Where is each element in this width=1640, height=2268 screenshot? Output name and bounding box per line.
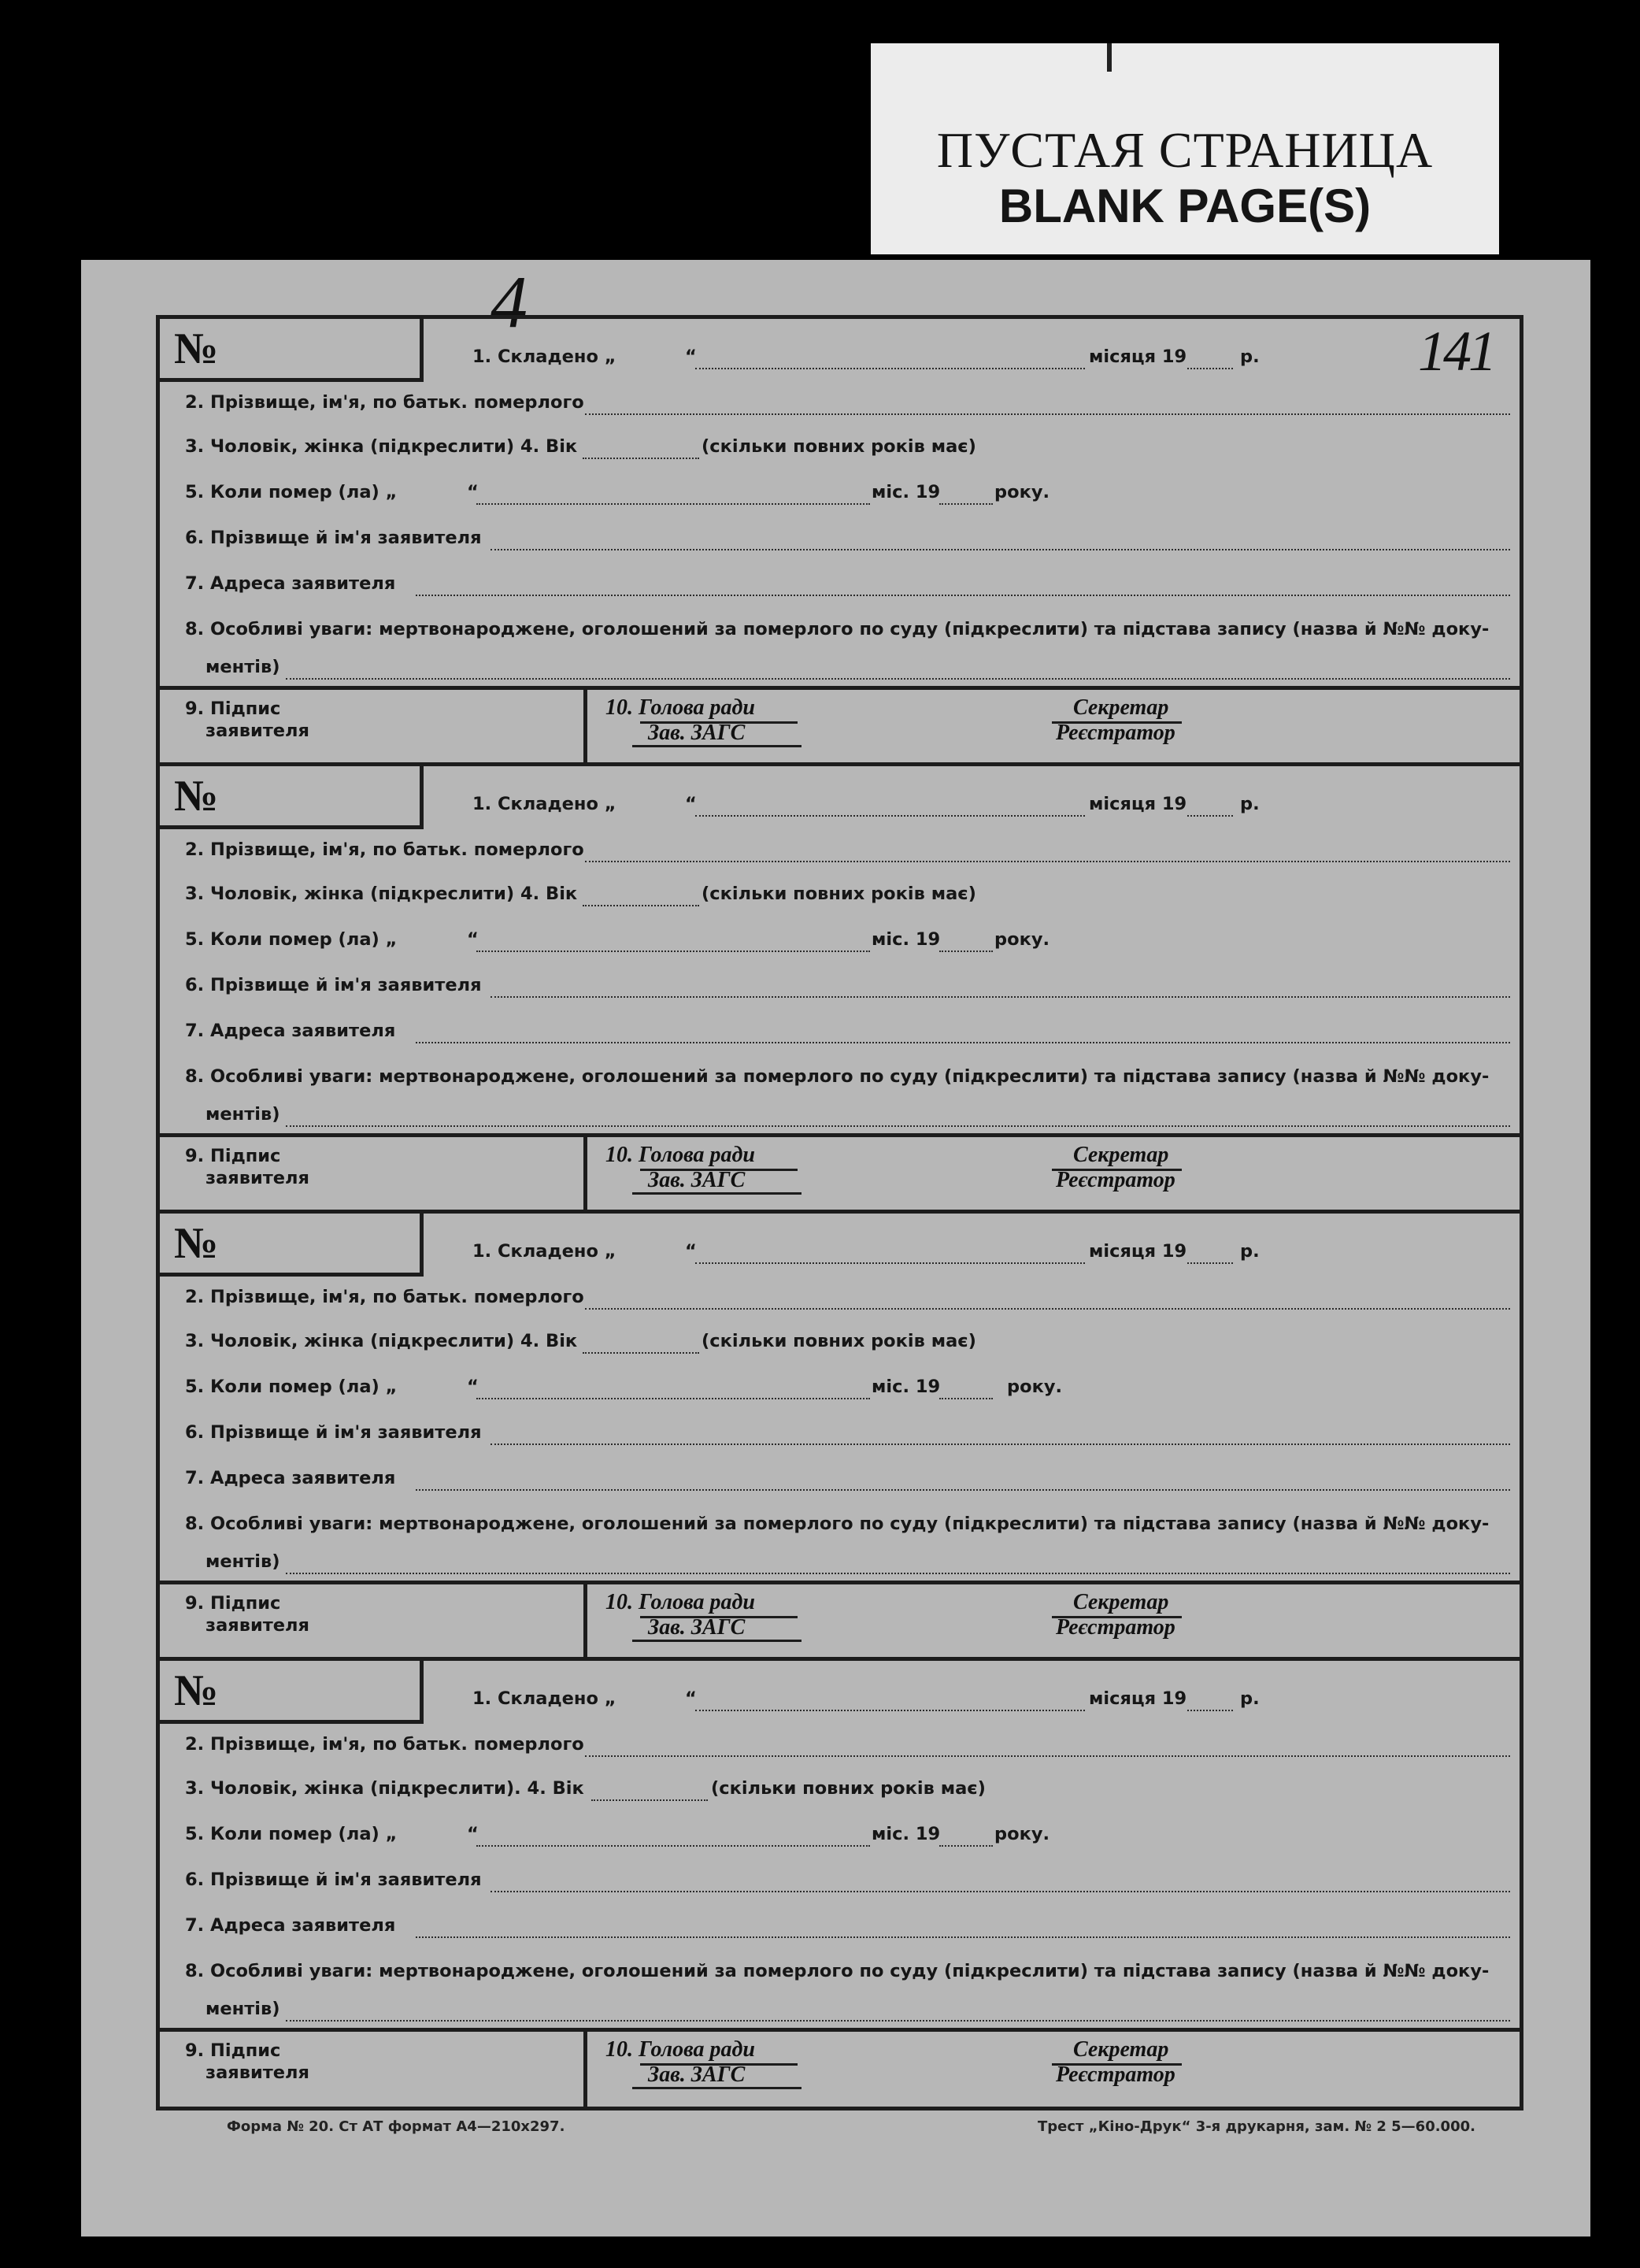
- council-head-label: 10. Голова ради: [605, 695, 755, 720]
- death-date-label: 5. Коли помер (ла) „: [185, 1377, 398, 1397]
- signature-row: [160, 686, 1520, 766]
- applicant-signature-label: 9. Підпис: [185, 2040, 281, 2061]
- notes-label: 8. Особливі уваги: мертвонароджене, оголошений за померлого по суду (підкреслити) та підстава запису (назва й №№ доку-: [185, 619, 1490, 639]
- applicant-signature-label: 9. Підпис: [185, 1146, 281, 1166]
- civil-registry-head-label: Зав. ЗАГС: [648, 1615, 746, 1640]
- applicant-address-label: 7. Адреса заявителя: [185, 1915, 396, 1936]
- surname-field: [585, 1308, 1510, 1310]
- death-date-label: 5. Коли помер (ла) „: [185, 1824, 398, 1844]
- age-note: (скільки повних років має): [702, 884, 976, 904]
- quote-mark: “: [685, 794, 697, 814]
- signature-row: [160, 1133, 1520, 1214]
- applicant-name-label: 6. Прізвище й ім'я заявителя: [185, 528, 482, 548]
- age-field: [591, 1799, 708, 1801]
- death-day-field: [476, 503, 870, 505]
- death-month-label: міс. 19: [872, 1377, 941, 1397]
- surname-field: [585, 413, 1510, 415]
- signature-row: [160, 1581, 1520, 1661]
- applicant-address-field: [416, 1936, 1510, 1938]
- quote-mark: “: [685, 1241, 697, 1262]
- applicant-name-label: 6. Прізвище й ім'я заявителя: [185, 1422, 482, 1443]
- quote-mark: “: [467, 482, 479, 502]
- blank-page-label: [871, 43, 1499, 254]
- month-label: місяця 19: [1089, 1241, 1187, 1262]
- civil-registry-head-label: Зав. ЗАГС: [648, 2062, 746, 2087]
- form-frame: [156, 315, 1523, 2110]
- surname-label: 2. Прізвище, ім'я, по батьк. померлого: [185, 392, 584, 413]
- year-suffix: р.: [1240, 1241, 1260, 1262]
- quote-mark: “: [467, 1377, 479, 1397]
- notes-label: 8. Особливі уваги: мертвонароджене, оголошений за померлого по суду (підкреслити) та підстава запису (назва й №№ доку-: [185, 1961, 1490, 1981]
- label-clip: [1107, 43, 1112, 72]
- notes-field: [286, 678, 1510, 680]
- death-record-block: [160, 766, 1520, 1214]
- month-label: місяця 19: [1089, 1688, 1187, 1709]
- notes-field: [286, 2020, 1510, 2022]
- page-number: 141: [1418, 320, 1494, 383]
- applicant-address-label: 7. Адреса заявителя: [185, 573, 396, 594]
- death-day-field: [476, 1845, 870, 1847]
- secretary-label: Секретар: [1073, 2037, 1169, 2062]
- quote-mark: “: [467, 929, 479, 950]
- record-number-box: [160, 766, 424, 829]
- registry-head-underline: [632, 1192, 801, 1195]
- applicant-address-field: [416, 1042, 1510, 1043]
- registrar-label: Реєстратор: [1056, 1168, 1175, 1192]
- month-label: місяця 19: [1089, 794, 1187, 814]
- death-day-field: [476, 1398, 870, 1399]
- applicant-address-field: [416, 595, 1510, 596]
- surname-field: [585, 1755, 1510, 1757]
- applicant-signature-label: 9. Підпис: [185, 699, 281, 719]
- death-record-block: [160, 1661, 1520, 2108]
- notes-cont-label: ментів): [205, 657, 280, 677]
- surname-label: 2. Прізвище, ім'я, по батьк. померлого: [185, 1287, 584, 1307]
- notes-label: 8. Особливі уваги: мертвонароджене, оголошений за померлого по суду (підкреслити) та підстава запису (назва й №№ доку-: [185, 1514, 1490, 1534]
- age-note: (скільки повних років має): [702, 436, 976, 457]
- applicant-name-label: 6. Прізвище й ім'я заявителя: [185, 975, 482, 995]
- surname-label: 2. Прізвище, ім'я, по батьк. померлого: [185, 1734, 584, 1755]
- year-suffix: р.: [1240, 1688, 1260, 1709]
- death-year-label: року.: [994, 1824, 1050, 1844]
- signature-divider: [583, 2032, 587, 2108]
- composed-label: 1. Складено „: [472, 346, 616, 367]
- council-head-label: 10. Голова ради: [605, 2037, 755, 2062]
- notes-cont-label: ментів): [205, 1551, 280, 1572]
- label-english: BLANK PAGE(S): [998, 180, 1372, 232]
- year-suffix: р.: [1240, 346, 1260, 367]
- gender-age-label: 3. Чоловік, жінка (підкреслити) 4. Вік: [185, 1331, 578, 1351]
- composed-label: 1. Складено „: [472, 1688, 616, 1709]
- applicant-signature-label: 9. Підпис: [185, 1593, 281, 1614]
- death-year-label: року.: [994, 929, 1050, 950]
- age-field: [583, 458, 699, 459]
- number-sign: №: [174, 1219, 219, 1268]
- applicant-signature-label-2: заявителя: [205, 721, 309, 741]
- quote-mark: “: [685, 1688, 697, 1709]
- applicant-signature-label-2: заявителя: [205, 1615, 309, 1636]
- quote-mark: “: [467, 1824, 479, 1844]
- applicant-name-field: [491, 1891, 1510, 1892]
- signature-divider: [583, 1584, 587, 1661]
- death-year-field: [939, 1398, 993, 1399]
- signature-divider: [583, 690, 587, 766]
- applicant-name-field: [491, 549, 1510, 550]
- composed-label: 1. Складено „: [472, 1241, 616, 1262]
- composed-year-field: [1187, 815, 1233, 817]
- death-month-label: міс. 19: [872, 482, 941, 502]
- number-sign: №: [174, 1666, 219, 1715]
- applicant-name-label: 6. Прізвище й ім'я заявителя: [185, 1870, 482, 1890]
- composed-year-field: [1187, 1710, 1233, 1711]
- composed-day-field: [695, 1710, 1085, 1711]
- signature-row: [160, 2028, 1520, 2108]
- death-year-field: [939, 503, 993, 505]
- secretary-label: Секретар: [1073, 1590, 1169, 1614]
- composed-year-field: [1187, 368, 1233, 369]
- age-note: (скільки повних років має): [711, 1778, 986, 1799]
- death-year-label: року.: [994, 482, 1050, 502]
- applicant-address-field: [416, 1489, 1510, 1491]
- civil-registry-head-label: Зав. ЗАГС: [648, 1168, 746, 1192]
- registry-head-underline: [632, 1640, 801, 1642]
- death-year-field: [939, 1845, 993, 1847]
- registry-head-underline: [632, 745, 801, 747]
- quote-mark: “: [685, 346, 697, 367]
- record-number-box: [160, 319, 424, 382]
- composed-day-field: [695, 1262, 1085, 1264]
- notes-field: [286, 1573, 1510, 1574]
- gender-age-label: 3. Чоловік, жінка (підкреслити) 4. Вік: [185, 884, 578, 904]
- form-footer-right: Трест „Кіно-Друк“ 3-я друкарня, зам. № 2 5—60.000.: [1038, 2118, 1475, 2135]
- notes-label: 8. Особливі уваги: мертвонароджене, оголошений за померлого по суду (підкреслити) та підстава запису (назва й №№ доку-: [185, 1066, 1490, 1087]
- surname-label: 2. Прізвище, ім'я, по батьк. померлого: [185, 839, 584, 860]
- surname-field: [585, 861, 1510, 862]
- form-footer-left: Форма № 20. Ст АТ формат А4—210х297.: [227, 2118, 565, 2135]
- applicant-signature-label-2: заявителя: [205, 1168, 309, 1188]
- registry-head-underline: [632, 2087, 801, 2089]
- composed-day-field: [695, 815, 1085, 817]
- gender-age-label: 3. Чоловік, жінка (підкреслити). 4. Вік: [185, 1778, 584, 1799]
- age-field: [583, 1352, 699, 1354]
- label-russian: ПУСТАЯ СТРАНИЦА: [936, 122, 1434, 178]
- registrar-label: Реєстратор: [1056, 1615, 1175, 1640]
- council-head-label: 10. Голова ради: [605, 1590, 755, 1614]
- council-head-label: 10. Голова ради: [605, 1143, 755, 1167]
- death-record-block: [160, 319, 1520, 766]
- signature-divider: [583, 1137, 587, 1214]
- applicant-address-label: 7. Адреса заявителя: [185, 1021, 396, 1041]
- composed-year-field: [1187, 1262, 1233, 1264]
- notes-field: [286, 1125, 1510, 1127]
- death-date-label: 5. Коли помер (ла) „: [185, 929, 398, 950]
- year-suffix: р.: [1240, 794, 1260, 814]
- death-date-label: 5. Коли помер (ла) „: [185, 482, 398, 502]
- death-month-label: міс. 19: [872, 1824, 941, 1844]
- secretary-label: Секретар: [1073, 1143, 1169, 1167]
- civil-registry-head-label: Зав. ЗАГС: [648, 721, 746, 745]
- applicant-signature-label-2: заявителя: [205, 2062, 309, 2083]
- gender-age-label: 3. Чоловік, жінка (підкреслити) 4. Вік: [185, 436, 578, 457]
- applicant-address-label: 7. Адреса заявителя: [185, 1468, 396, 1488]
- sheet-number: 4: [491, 261, 528, 343]
- death-record-block: [160, 1214, 1520, 1661]
- record-number-box: [160, 1661, 424, 1724]
- applicant-name-field: [491, 1443, 1510, 1445]
- number-sign: №: [174, 772, 219, 821]
- notes-cont-label: ментів): [205, 1104, 280, 1125]
- composed-day-field: [695, 368, 1085, 369]
- applicant-name-field: [491, 996, 1510, 998]
- registrar-label: Реєстратор: [1056, 2062, 1175, 2087]
- death-year-label: року.: [1007, 1377, 1063, 1397]
- secretary-label: Секретар: [1073, 695, 1169, 720]
- death-year-field: [939, 951, 993, 952]
- number-sign: №: [174, 324, 219, 373]
- notes-cont-label: ментів): [205, 1999, 280, 2019]
- record-sheet: [81, 260, 1590, 2236]
- age-field: [583, 905, 699, 906]
- record-number-box: [160, 1214, 424, 1277]
- death-day-field: [476, 951, 870, 952]
- composed-label: 1. Складено „: [472, 794, 616, 814]
- registrar-label: Реєстратор: [1056, 721, 1175, 745]
- death-month-label: міс. 19: [872, 929, 941, 950]
- age-note: (скільки повних років має): [702, 1331, 976, 1351]
- month-label: місяця 19: [1089, 346, 1187, 367]
